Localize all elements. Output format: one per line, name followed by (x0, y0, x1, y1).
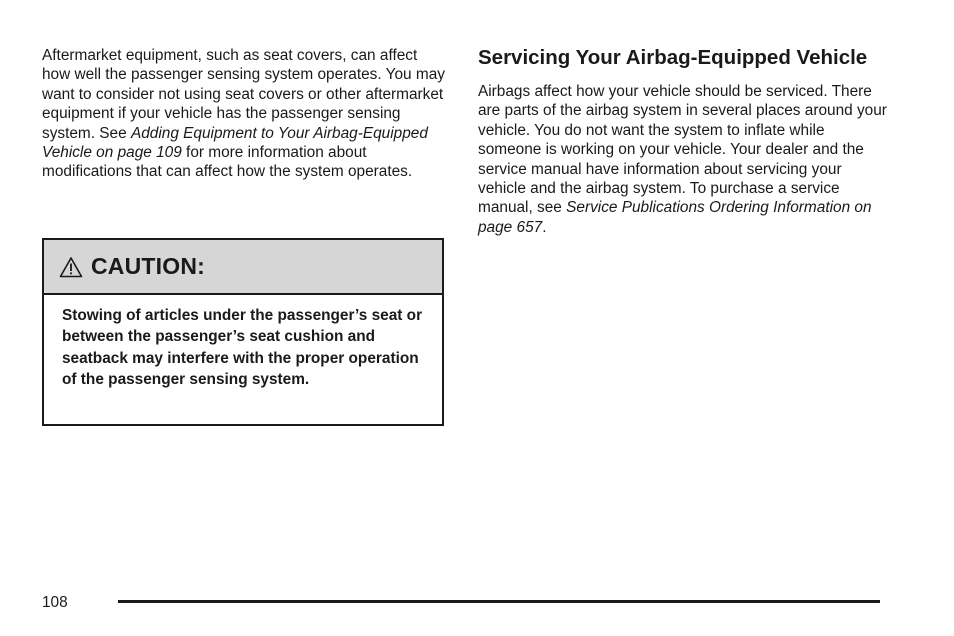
paragraph-text: Aftermarket equipment, such as seat covers, can affect how well the passenger sensing system operates. You may want to consider not using seat covers or other aftermarket equipment if your vehicle has the passenger sensing system. See (42, 47, 445, 142)
footer-rule (118, 600, 880, 603)
right-column (478, 44, 888, 237)
caution-box (42, 238, 444, 426)
seat-cover-paragraph (42, 46, 446, 182)
caution-header (44, 240, 442, 295)
paragraph-text: Airbags affect how your vehicle should be serviced. There are parts of the airbag system in several places around your vehicle. You do not want the system to inflate while someone is working on your vehicle. Your dealer and the service manual have information about servicing your vehicle and the airbag system. To purchase a service manual, see (478, 83, 887, 217)
service-publications-reference: Service Publications Ordering Information on page 657 (478, 199, 872, 236)
page-number: 108 (42, 594, 68, 611)
adding-equipment-reference: Adding Equipment to Your Airbag-Equipped Vehicle on page 109 (42, 124, 428, 162)
left-column (42, 46, 446, 182)
section-heading: Servicing Your Airbag-Equipped Vehicle (478, 46, 868, 69)
warning-triangle-icon (59, 256, 83, 278)
servicing-paragraph (478, 82, 888, 237)
paragraph-text: . (542, 218, 547, 236)
paragraph-text: for more information about modifications that can affect how the system operates. (42, 144, 413, 181)
caution-title: CAUTION: (91, 253, 206, 279)
caution-text: Stowing of articles under the passenger’s seat or between the passenger’s seat cushion and seatback may interfere with the proper operation of the passenger sensing system. (62, 307, 423, 388)
